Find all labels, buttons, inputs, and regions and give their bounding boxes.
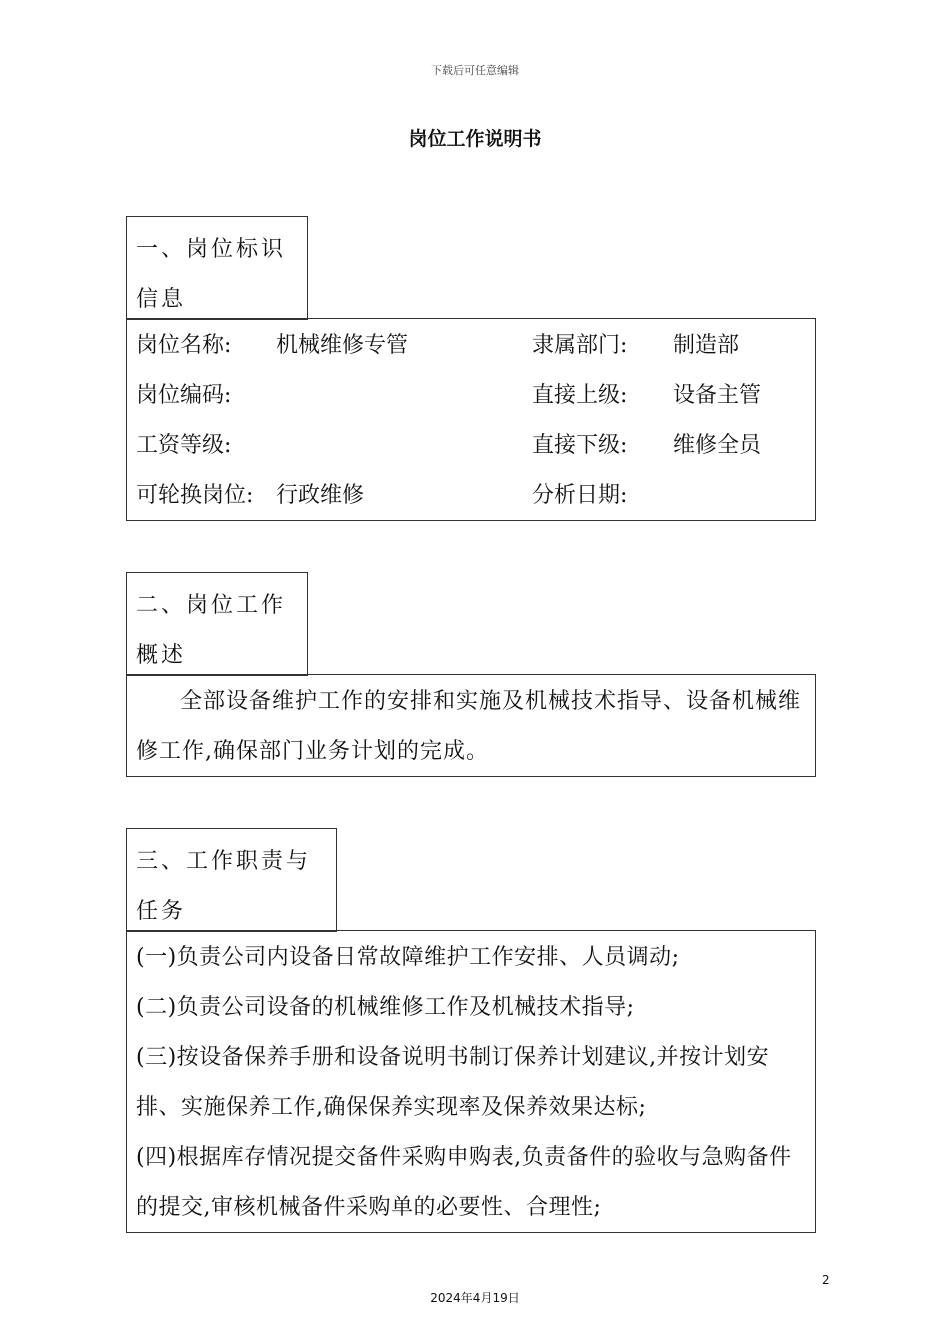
section3-heading-box [126,828,337,932]
document-title: 岗位工作说明书 [408,128,542,150]
field-label-position-name: 岗位名称: [136,333,232,358]
field-label-department: 隶属部门: [532,333,628,358]
field-value-direct-superior: 设备主管 [673,383,762,408]
section3-content-box [126,930,816,1233]
field-row [136,321,806,371]
field-label-direct-subordinate: 直接下级: [532,433,628,458]
section1-content-box [126,318,816,521]
section2-content-box [126,674,816,777]
field-label-salary-grade: 工资等级: [136,433,232,458]
page-number: 2 [822,1273,830,1287]
field-label-position-code: 岗位编码: [136,383,232,408]
field-label-rotatable-position: 可轮换岗位: [136,483,254,508]
duty-item-3: (三)按设备保养手册和设备说明书制订保养计划建议,并按计划安排、实施保养工作,确保保养实现率及保养效果达标; [136,1045,770,1120]
section1-heading: 一、岗位标识 信息 [136,237,287,312]
field-value-direct-subordinate: 维修全员 [673,433,762,458]
section1-heading-box [126,216,308,320]
field-label-analysis-date: 分析日期: [532,483,628,508]
field-row [136,421,806,471]
field-label-direct-superior: 直接上级: [532,383,628,408]
section2-heading: 二、岗位工作 概述 [136,593,287,668]
field-value-department: 制造部 [673,333,740,358]
field-row [136,471,806,521]
field-row [136,371,806,421]
section2-text: 全部设备维护工作的安排和实施及机械技术指导、设备机械维修工作,确保部门业务计划的完成。 [136,689,802,764]
duty-item-4: (四)根据库存情况提交备件采购申购表,负责备件的验收与急购备件的提交,审核机械备件采购单的必要性、合理性; [136,1145,792,1220]
section3-heading: 三、工作职责与 任务 [136,849,312,924]
footer-date: 2024年4月19日 [430,1291,520,1305]
header-note: 下载后可任意编辑 [431,64,519,77]
duty-item-1: (一)负责公司内设备日常故障维护工作安排、人员调动; [136,945,680,970]
duty-item-2: (二)负责公司设备的机械维修工作及机械技术指导; [136,995,635,1020]
field-value-rotatable-position: 行政维修 [276,483,365,508]
field-value-position-name: 机械维修专管 [276,333,409,358]
section2-heading-box [126,572,308,676]
